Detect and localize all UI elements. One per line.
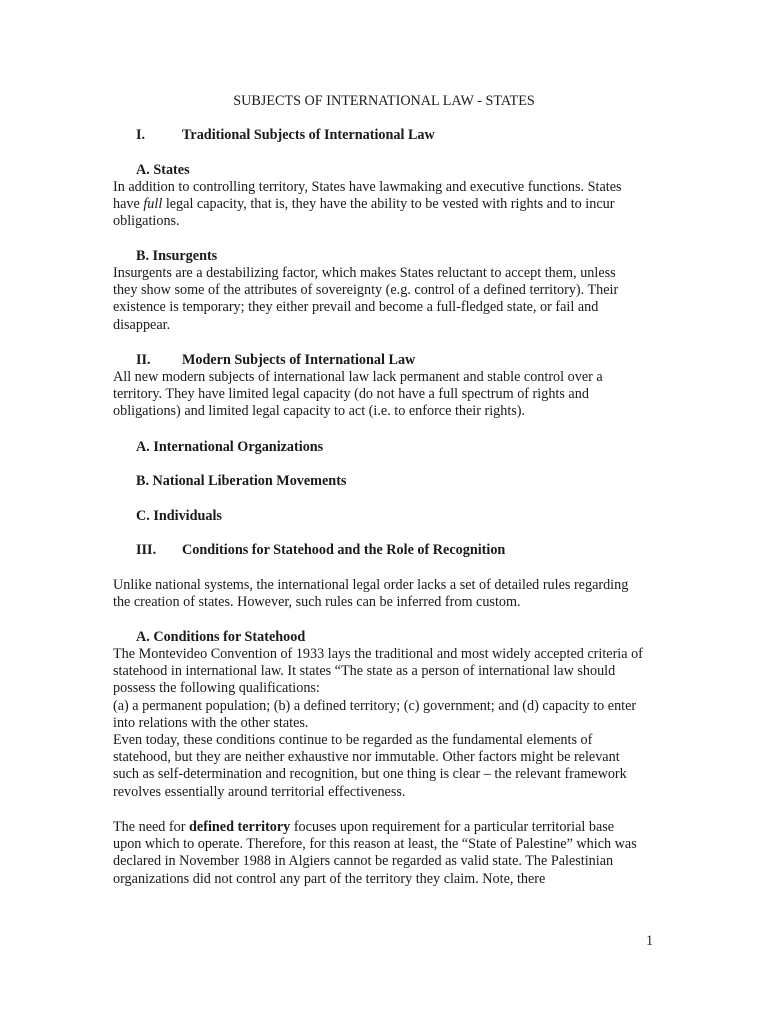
paragraph-text: legal capacity, that is, they have the ability to be vested with rights and to incur obligations. xyxy=(113,196,615,230)
paragraph-montevideo: The Montevideo Convention of 1933 lays the traditional and most widely accepted criteria of statehood in international law. It states “The state as a person of international law should possess the following qualifications: xyxy=(113,646,643,697)
paragraph-text: In addition to controlling territory, States have lawmaking and executive functions. States have xyxy=(113,179,622,213)
paragraph-modern: All new modern subjects of international law lack permanent and stable control over a territory. They have limited legal capacity (do not have a full spectrum of rights and obligations) and limited legal capacity to act (i.e. to enforce their rights). xyxy=(113,369,603,420)
paragraph-even-today: Even today, these conditions continue to be regarded as the fundamental elements of statehood, but they are neither exhaustive nor immutable. Other factors might be relevant such as self-determination and recognition, but one thing is clear – the relevant framework revolves essentially around territorial effectiveness. xyxy=(113,732,627,800)
paragraph-defined-territory xyxy=(113,819,643,888)
subsection-heading-insurgents: B. Insurgents xyxy=(136,248,218,264)
subsection-heading-states: A. States xyxy=(136,162,190,178)
paragraph-text: The need for xyxy=(113,819,190,835)
subsection-heading-conditions: A. Conditions for Statehood xyxy=(136,629,306,645)
document-title: SUBJECTS OF INTERNATIONAL LAW - STATES xyxy=(233,93,535,109)
section-title: Conditions for Statehood and the Role of Recognition xyxy=(182,542,506,558)
emphasis-defined-territory: defined territory xyxy=(189,819,291,835)
paragraph-criteria: (a) a permanent population; (b) a defined territory; (c) government; and (d) capacity to enter into relations with the other states. xyxy=(113,698,637,732)
section-number: I. xyxy=(136,127,146,143)
section-number: III. xyxy=(136,542,157,558)
section-title: Modern Subjects of International Law xyxy=(182,352,416,368)
subsection-heading-national-liberation-movements: B. National Liberation Movements xyxy=(136,473,347,489)
subsection-heading-international-organizations: A. International Organizations xyxy=(136,439,324,455)
paragraph-unlike: Unlike national systems, the international legal order lacks a set of detailed rules regarding the creation of states. However, such rules can be inferred from custom. xyxy=(113,577,629,611)
paragraph-text: focuses upon requirement for a particular territorial base upon which to operate. Therefore, for this reason at least, the “State of Palestine” which was declared in November 1988 in Algiers cannot be regarded as valid state. The Palestinian organizations did not control any part of the territory they claim. Note, there xyxy=(113,819,637,887)
paragraph-states xyxy=(113,179,643,231)
section-number: II. xyxy=(136,352,151,368)
page-number: 1 xyxy=(646,933,654,949)
section-title: Traditional Subjects of International Law xyxy=(182,127,435,143)
subsection-heading-individuals: C. Individuals xyxy=(136,508,222,524)
paragraph-insurgents: Insurgents are a destabilizing factor, which makes States reluctant to accept them, unless they show some of the attributes of sovereignty (e.g. control of a defined territory). Their existence is temporary; they either prevail and become a full-fledged state, or fail and disappear. xyxy=(113,265,619,333)
emphasis-full: full xyxy=(143,196,163,213)
